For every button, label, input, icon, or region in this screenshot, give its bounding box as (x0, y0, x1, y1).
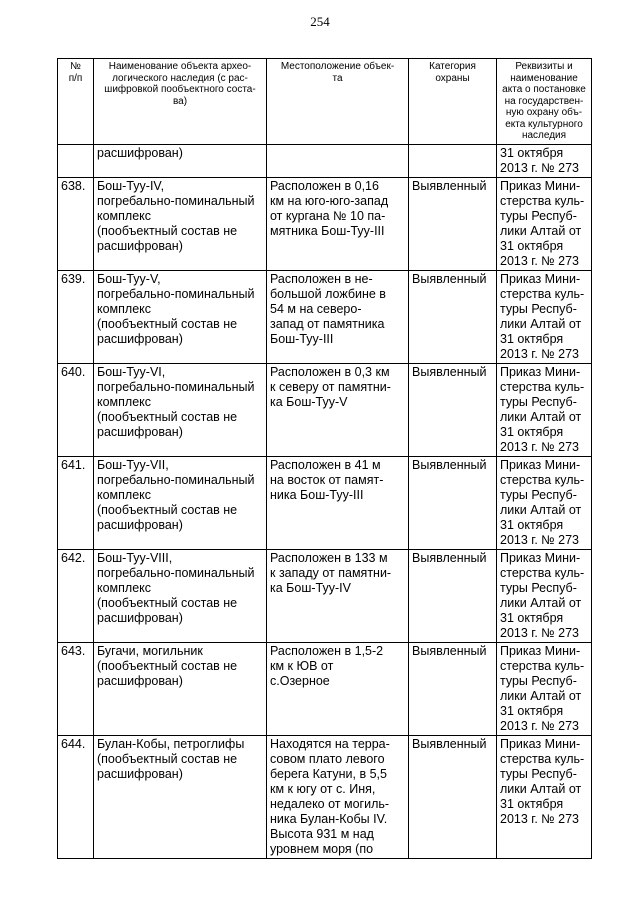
row-num (58, 144, 94, 177)
row-location: Расположен в 0,3 км к северу от памятни- ка Бош-Туу-V (267, 363, 409, 456)
header-requisites: Реквизиты и наименование акта о постановке на государствен- ную охрану объ- екта культурного наследия (497, 59, 592, 145)
row-name: расшифрован) (94, 144, 267, 177)
row-name: Бош-Туу-VI, погребально-поминальный комплекс (пообъектный состав не расшифрован) (94, 363, 267, 456)
row-name: Бош-Туу-IV, погребально-поминальный комплекс (пообъектный состав не расшифрован) (94, 177, 267, 270)
row-num: 640. (58, 363, 94, 456)
header-category: Категория охраны (409, 59, 497, 145)
row-category: Выявленный (409, 456, 497, 549)
row-category: Выявленный (409, 642, 497, 735)
row-category: Выявленный (409, 735, 497, 858)
row-category: Выявленный (409, 549, 497, 642)
row-requisites: Приказ Мини- стерства куль- туры Респуб- лики Алтай от 31 октября 2013 г. № 273 (497, 642, 592, 735)
row-num: 641. (58, 456, 94, 549)
row-location: Расположен в 133 м к западу от памятни- ка Бош-Туу-IV (267, 549, 409, 642)
row-location: Расположен в 41 м на восток от памят- ника Бош-Туу-III (267, 456, 409, 549)
row-name: Бугачи, могильник (пообъектный состав не расшифрован) (94, 642, 267, 735)
row-category: Выявленный (409, 177, 497, 270)
table-row (58, 735, 592, 858)
row-requisites: Приказ Мини- стерства куль- туры Респуб- лики Алтай от 31 октября 2013 г. № 273 (497, 177, 592, 270)
row-num: 639. (58, 270, 94, 363)
table-header-row (58, 59, 592, 145)
row-name: Бош-Туу-VIII, погребально-поминальный комплекс (пообъектный состав не расшифрован) (94, 549, 267, 642)
row-requisites: Приказ Мини- стерства куль- туры Респуб- лики Алтай от 31 октября 2013 г. № 273 (497, 456, 592, 549)
row-name: Булан-Кобы, петроглифы (пообъектный состав не расшифрован) (94, 735, 267, 858)
header-num: № п/п (58, 59, 94, 145)
row-location (267, 144, 409, 177)
row-location: Расположен в 1,5-2 км к ЮВ от с.Озерное (267, 642, 409, 735)
heritage-registry-table (57, 58, 592, 859)
table-row (58, 270, 592, 363)
table-row (58, 642, 592, 735)
table-row (58, 456, 592, 549)
row-category (409, 144, 497, 177)
row-num: 638. (58, 177, 94, 270)
header-name: Наименование объекта архео- логического наследия (с рас- шифровкой пообъектного соста- ва) (94, 59, 267, 145)
row-category: Выявленный (409, 363, 497, 456)
row-location: Расположен в не- большой ложбине в 54 м на северо- запад от памятника Бош-Туу-III (267, 270, 409, 363)
row-category: Выявленный (409, 270, 497, 363)
row-location: Расположен в 0,16 км на юго-юго-запад от кургана № 10 па- мятника Бош-Туу-III (267, 177, 409, 270)
row-requisites: Приказ Мини- стерства куль- туры Респуб- лики Алтай от 31 октября 2013 г. № 273 (497, 549, 592, 642)
page-number: 254 (310, 14, 330, 29)
table-row (58, 177, 592, 270)
table-row (58, 549, 592, 642)
row-num: 642. (58, 549, 94, 642)
header-location: Местоположение объек- та (267, 59, 409, 145)
row-requisites: Приказ Мини- стерства куль- туры Респуб- лики Алтай от 31 октября 2013 г. № 273 (497, 363, 592, 456)
row-name: Бош-Туу-VII, погребально-поминальный комплекс (пообъектный состав не расшифрован) (94, 456, 267, 549)
row-requisites: Приказ Мини- стерства куль- туры Респуб- лики Алтай от 31 октября 2013 г. № 273 (497, 735, 592, 858)
row-num: 644. (58, 735, 94, 858)
row-location: Находятся на терра- совом плато левого берега Катуни, в 5,5 км к югу от с. Иня, недалеко от могиль- ника Булан-Кобы IV. Высота 931 м над уровнем моря (по (267, 735, 409, 858)
row-requisites: 31 октября 2013 г. № 273 (497, 144, 592, 177)
table-row (58, 144, 592, 177)
row-requisites: Приказ Мини- стерства куль- туры Респуб- лики Алтай от 31 октября 2013 г. № 273 (497, 270, 592, 363)
row-name: Бош-Туу-V, погребально-поминальный комплекс (пообъектный состав не расшифрован) (94, 270, 267, 363)
table-row (58, 363, 592, 456)
row-num: 643. (58, 642, 94, 735)
